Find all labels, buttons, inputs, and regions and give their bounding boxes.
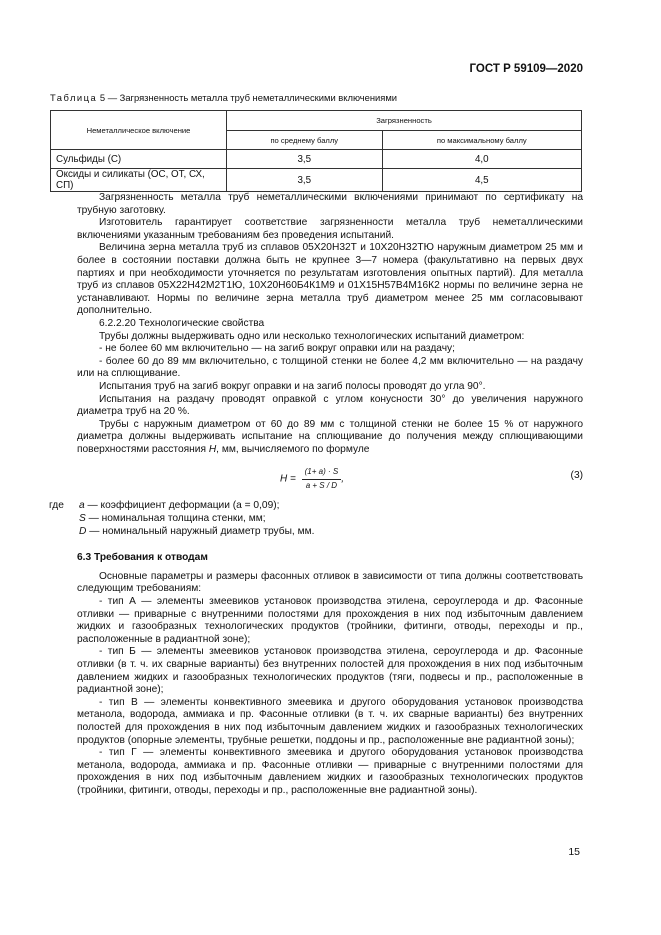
list-item: - тип В — элементы конвективного змеевика и другого оборудования установок производства метанола, водорода, аммиака и пр. Фасонные отливки (в т. ч. их сварные варианты) без внутренних полостей для прохождения в них под избыточным давлением жидких и газообразных технологических продуктов (опорные элементы, трубные решетки, поддоны и пр., расположенные вне радиантной зоны); — [77, 696, 583, 746]
table-row — [51, 150, 582, 169]
where-symbol: S — [79, 513, 86, 525]
paragraph: Трубы должны выдерживать одно или несколько технологических испытаний диаметром: — [99, 330, 525, 342]
cell-inclusion: Оксиды и силикаты (ОС, ОТ, СХ, СП) — [51, 169, 227, 192]
list-item: - более 60 до 89 мм включительно, с толщиной стенки не более 4,2 мм включительно — на раздачу или на сплющивание. — [77, 355, 583, 380]
where-row — [77, 526, 583, 539]
formula-tail: , — [341, 474, 344, 486]
section-title: 6.3 Требования к отводам — [77, 552, 208, 564]
where-block — [49, 500, 583, 538]
header-max-score: по максимальному баллу — [382, 131, 581, 150]
table-row — [51, 169, 582, 192]
header-inclusion: Неметаллическое включение — [51, 111, 227, 150]
variable-h: H — [208, 443, 217, 455]
cell-average: 3,5 — [227, 169, 383, 192]
paragraph-text: Трубы с наружным диаметром от 60 до 89 мм с толщиной стенки не более 15 % от наружного диаметра должны выдерживать испытание на сплющивание до получения между сплющивающими поверхностями расстояния — [77, 418, 583, 455]
table-caption — [50, 92, 397, 103]
subsection-heading: 6.2.2.20 Технологические свойства — [99, 317, 265, 329]
cell-inclusion: Сульфиды (С) — [51, 150, 227, 169]
table-caption-text: 5 — Загрязненность металла труб неметаллическими включениями — [97, 92, 398, 103]
cell-average: 3,5 — [227, 150, 383, 169]
where-symbol: D — [79, 525, 87, 537]
paragraph: Величина зерна металла труб из сплавов 05Х20Н32Т и 10Х20Н32ТЮ наружным диаметром 25 мм и более в состоянии поставки должна быть не крупнее 3—7 номера (факультативно на первых двух партиях и при необходимости уточняется по результатам изготовления опытных партий). Для металла труб из сплавов 05Х22Н42М2Т1Ю, 10Х20Н60Б4К1М9 и 01Х15Н57В4М16К2 нормы по величине зерна не устанавливают. Нормы по величине зерна металла труб диаметром менее 25 мм согласовывают дополнительно. — [77, 242, 583, 317]
list-item: - тип Г — элементы конвективного змеевика и другого оборудования установок производства метанола, водорода, аммиака и пр. Фасонные отливки — приварные с внутренними полостями для прохождения в них под избыточным давлением жидких и газообразных технологических продуктов (тройники, фитинги, отводы, переходы и пр., расположенные вне радиантной зоны). — [77, 747, 583, 796]
inclusions-table — [50, 110, 582, 192]
where-text: — коэффициент деформации (a = 0,09); — [84, 500, 280, 512]
header-average-score: по среднему баллу — [227, 131, 383, 150]
where-row — [49, 500, 583, 513]
cell-max: 4,0 — [382, 150, 581, 169]
formula-fraction — [302, 466, 342, 492]
cell-max: 4,5 — [382, 169, 581, 192]
paragraph — [77, 419, 583, 457]
list-item: - тип А — элементы змеевиков установок производства этилена, сероуглерода и др. Фасонные отливки — приварные с внутренними полостями для прохождения в них под избыточным давлением жидких и газообразных технологических продуктов (тройники, фитинги, отводы, переходы и пр., расположенные в радиантной зоне); — [77, 596, 583, 645]
paragraph: Загрязненность металла труб неметаллическими включениями принимают по сертификату на трубную заготовку. — [77, 192, 583, 216]
where-label: где — [49, 500, 64, 512]
table-caption-prefix: Таблица — [50, 92, 98, 103]
formula-lhs: H = — [280, 474, 296, 486]
paragraph-text: , мм, вычисляемого по формуле — [216, 443, 370, 455]
formula — [77, 460, 583, 496]
paragraph: Изготовитель гарантирует соответствие загрязненности металла труб неметаллическими включениями указанным требованиям без проведения испытаний. — [77, 217, 583, 241]
document-code: ГОСТ Р 59109—2020 — [469, 63, 583, 75]
where-row — [77, 513, 583, 526]
page-number: 15 — [568, 846, 580, 858]
formula-denominator: a + S / D — [305, 481, 338, 491]
paragraph: Основные параметры и размеры фасонных отливок в зависимости от типа должны соответствовать следующим требованиям: — [77, 570, 583, 595]
paragraph: Испытания на раздачу проводят оправкой с углом конусности 30° до увеличения наружного диаметра труб на 20 %. — [77, 393, 583, 418]
header-contamination: Загрязненность — [227, 111, 582, 131]
where-symbol: a — [79, 500, 85, 512]
where-text: — номинальная толщина стенки, мм; — [85, 513, 266, 525]
paragraph: Испытания труб на загиб вокруг оправки и на загиб полосы проводят до угла 90°. — [99, 380, 486, 392]
list-item: - тип Б — элементы змеевиков установок производства этилена, сероуглерода и др. Фасонные отливки (в т. ч. их сварные варианты) без внутренних полостей для прохождения в них под избыточным давлением жидких и газообразных технологических продуктов (тяги, подвесы и пр., расположенные в радиантной зоне); — [77, 646, 583, 696]
formula-number: (3) — [570, 470, 583, 482]
document-body — [49, 192, 583, 798]
list-item: - не более 60 мм включительно — на загиб вокруг оправки или на раздачу; — [99, 343, 455, 355]
formula-numerator: (1+ a) · S — [302, 466, 342, 480]
where-text: — номинальный наружный диаметр трубы, мм. — [86, 525, 315, 537]
